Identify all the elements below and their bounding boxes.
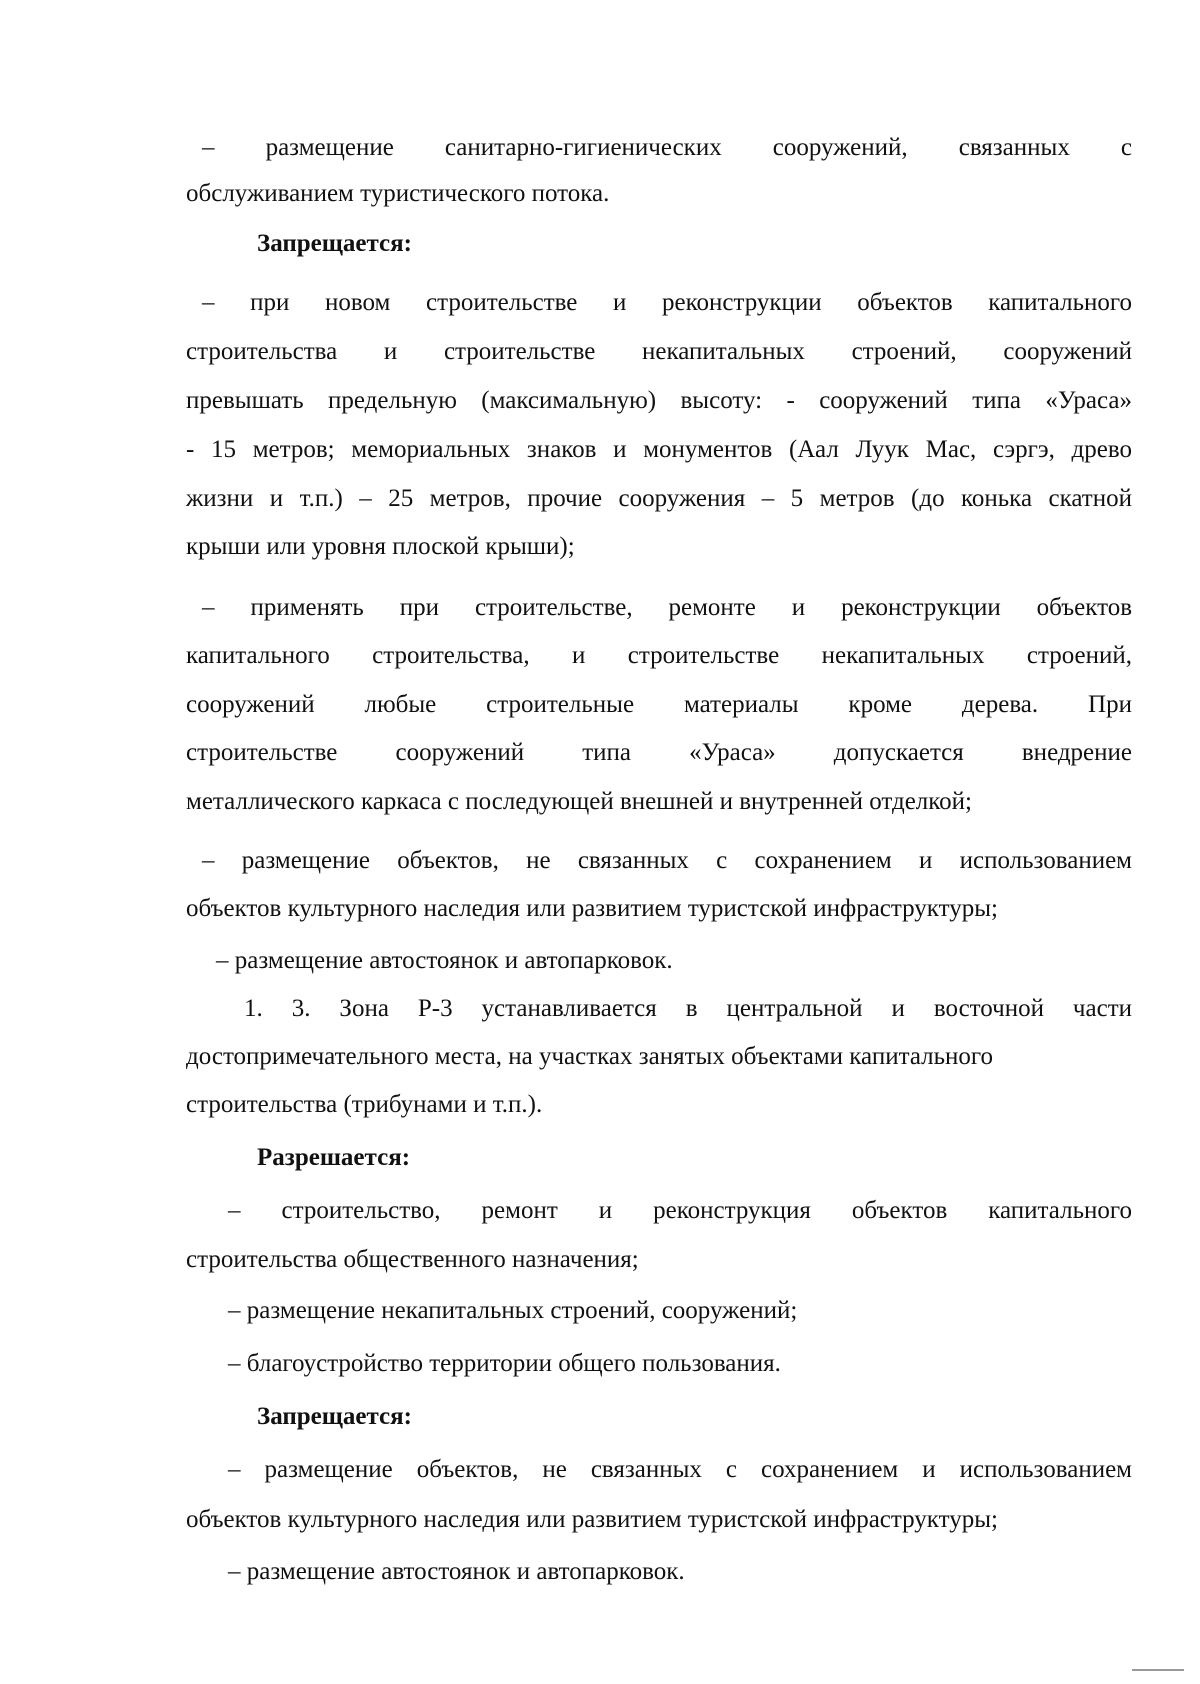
text-line: достопримечательного места, на участках занятых объектами капитального bbox=[186, 1043, 994, 1070]
text-line: 1. 3. Зона Р-3 устанавливается в центральной и восточной части bbox=[244, 995, 1132, 1022]
text-line: объектов культурного наследия или развитием туристской инфраструктуры; bbox=[186, 1506, 998, 1533]
text-line: крыши или уровня плоской крыши); bbox=[186, 533, 575, 560]
text-line: – размещение автостоянок и автопарковок. bbox=[228, 1558, 685, 1585]
text-line: – применять при строительстве, ремонте и реконструкции объектов bbox=[202, 594, 1132, 621]
text-line: – строительство, ремонт и реконструкция объектов капитального bbox=[228, 1197, 1132, 1224]
text-line: – размещение объектов, не связанных с сохранением и использованием bbox=[228, 1456, 1132, 1483]
text-line: превышать предельную (максимальную) высоту: - сооружений типа «Ураса» bbox=[186, 387, 1132, 414]
text-line: строительства и строительстве некапитальных строений, сооружений bbox=[186, 338, 1132, 365]
text-line: обслуживанием туристического потока. bbox=[186, 180, 610, 207]
text-line: строительства общественного назначения; bbox=[186, 1246, 639, 1273]
text-line: строительстве сооружений типа «Ураса» допускается внедрение bbox=[186, 739, 1132, 766]
section-heading: Разрешается: bbox=[257, 1144, 411, 1171]
text-line: – благоустройство территории общего пользования. bbox=[228, 1350, 781, 1377]
text-line: строительства (трибунами и т.п.). bbox=[186, 1091, 543, 1118]
text-line: - 15 метров; мемориальных знаков и монументов (Аал Луук Мас, сэргэ, древо bbox=[186, 436, 1132, 463]
text-line: металлического каркаса с последующей внешней и внутренней отделкой; bbox=[186, 788, 972, 815]
section-heading: Запрещается: bbox=[257, 1403, 413, 1430]
text-line: капитального строительства, и строительстве некапитальных строений, bbox=[186, 642, 1132, 669]
text-line: объектов культурного наследия или развитием туристской инфраструктуры; bbox=[186, 895, 998, 922]
section-heading: Запрещается: bbox=[257, 230, 413, 257]
text-line: – размещение санитарно-гигиенических сооружений, связанных с bbox=[202, 134, 1132, 161]
text-line: сооружений любые строительные материалы кроме дерева. При bbox=[186, 691, 1132, 718]
text-line: – размещение автостоянок и автопарковок. bbox=[216, 947, 673, 974]
text-line: – размещение объектов, не связанных с сохранением и использованием bbox=[202, 847, 1132, 874]
text-line: – размещение некапитальных строений, сооружений; bbox=[228, 1297, 798, 1324]
text-line: жизни и т.п.) – 25 метров, прочие сооружения – 5 метров (до конька скатной bbox=[186, 485, 1132, 512]
text-line: – при новом строительстве и реконструкции объектов капитального bbox=[202, 289, 1132, 316]
scan-edge-mark bbox=[1132, 1669, 1184, 1671]
